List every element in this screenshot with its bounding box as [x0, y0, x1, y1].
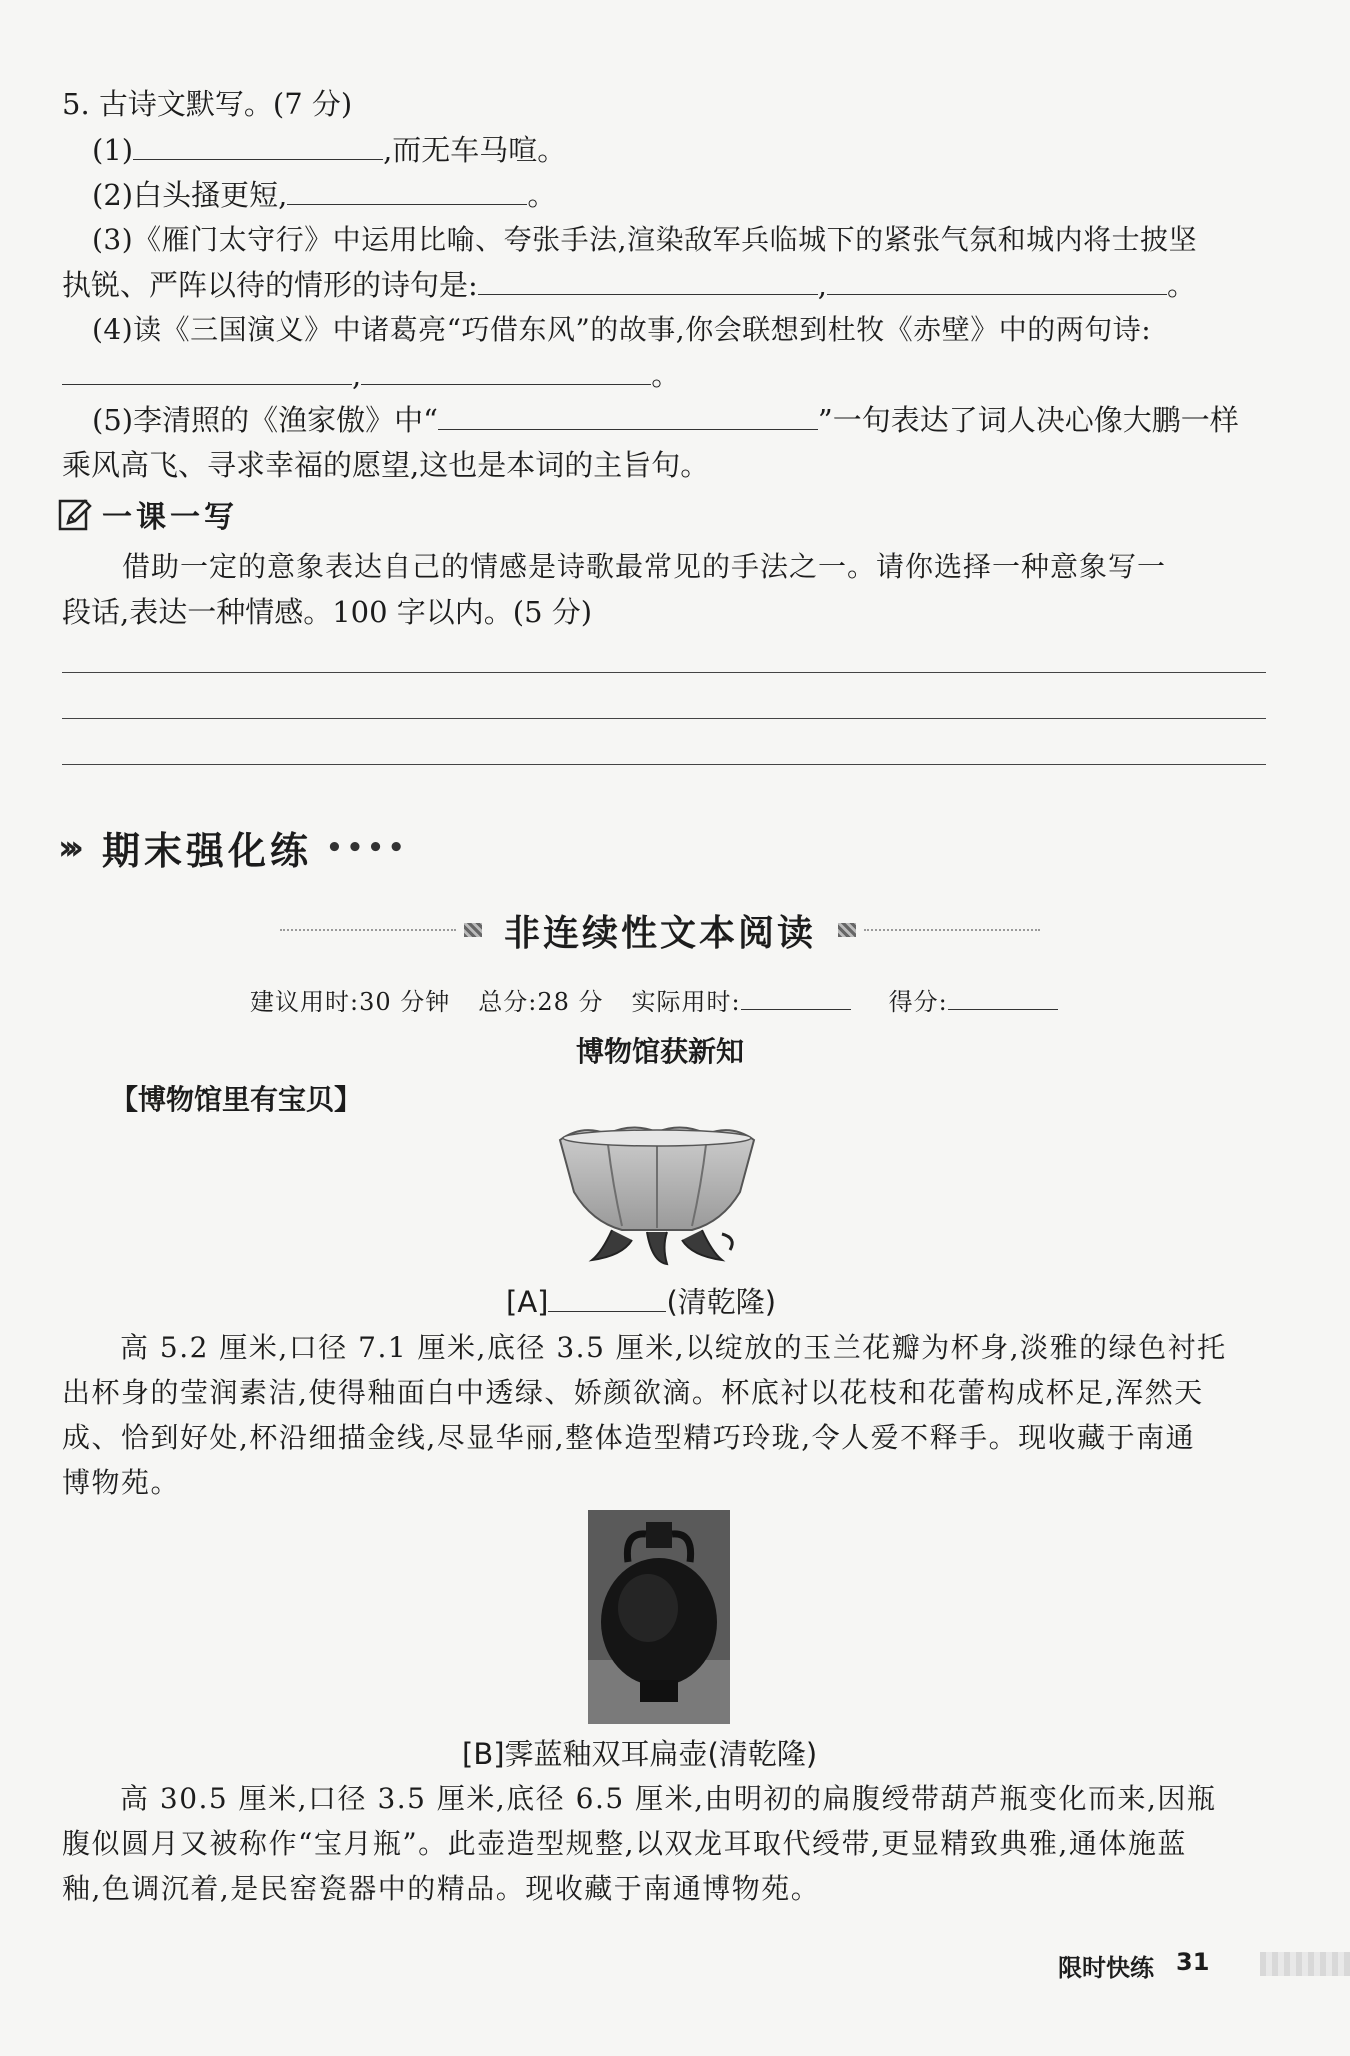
title-rule-right: [864, 929, 1040, 931]
dots-decoration: ••••: [326, 832, 409, 863]
q5-item-4-line2: , 。: [62, 353, 680, 397]
answer-blank[interactable]: [62, 354, 352, 385]
title-ornament-icon: [838, 923, 856, 937]
q5-item-1: (1) ,而无车马喧。: [92, 128, 566, 172]
caption-b: [B]霁蓝釉双耳扁壶(清乾隆): [462, 1737, 818, 1771]
page-footer: 限时快练 31: [1058, 1948, 1210, 1982]
answer-blank[interactable]: [478, 264, 818, 295]
actual-time-blank[interactable]: [741, 985, 851, 1010]
title-rule-left: [280, 929, 456, 931]
q5-heading: 5. 古诗文默写。(7 分): [62, 87, 353, 121]
caption-a-blank[interactable]: [548, 1285, 666, 1312]
reading-title-bar: [280, 900, 1040, 960]
writing-answer-line[interactable]: [62, 672, 1266, 673]
section-banner: ››› 期末强化练 ••••: [58, 827, 409, 873]
museum-section-heading: 【博物馆里有宝贝】: [110, 1083, 363, 1116]
writing-prompt-line2: 段话,表达一种情感。100 字以内。(5 分): [62, 595, 593, 629]
reading-meta: 建议用时:30 分钟 总分:28 分 实际用时: 得分:: [250, 982, 1058, 1017]
reading-subtitle: 博物馆获新知: [575, 1035, 744, 1068]
answer-blank[interactable]: [287, 174, 527, 205]
q5-item-4-line1: (4)读《三国演义》中诸葛亮“巧借东风”的故事,你会联想到杜牧《赤壁》中的两句诗:: [92, 313, 1152, 346]
score-blank[interactable]: [948, 985, 1058, 1010]
writing-section-header: 一课一写: [58, 492, 238, 536]
q5-item-5-line2: 乘风高飞、寻求幸福的愿望,这也是本词的主旨句。: [62, 448, 710, 482]
caption-a: [A] (清乾隆): [506, 1285, 777, 1319]
reading-title: 非连续性文本阅读: [504, 912, 817, 954]
answer-blank[interactable]: [133, 129, 383, 160]
answer-blank[interactable]: [438, 399, 818, 430]
q5-item-2: (2)白头搔更短, 。: [92, 173, 556, 217]
chevron-right-icon: ›››: [58, 827, 77, 868]
q5-item-3-line2: 执锐、严阵以待的情形的诗句是: , 。: [62, 263, 1196, 307]
magnolia-cup-image: [552, 1122, 762, 1272]
writing-answer-line[interactable]: [62, 764, 1266, 765]
page-number: 31: [1176, 1948, 1210, 1976]
moon-flask-image: [588, 1510, 730, 1724]
title-ornament-icon: [464, 923, 482, 937]
writing-prompt-line1: 借助一定的意象表达自己的情感是诗歌最常见的手法之一。请你选择一种意象写一: [122, 550, 1167, 583]
q5-item-3-line1: (3)《雁门太守行》中运用比喻、夸张手法,渲染敌军兵临城下的紧张气氛和城内将士披坚: [92, 223, 1198, 256]
q5-item-5-line1: (5)李清照的《渔家傲》中“ ”一句表达了词人决心像大鹏一样: [92, 398, 1239, 442]
answer-blank[interactable]: [827, 264, 1167, 295]
paragraph-b: 高 30.5 厘米,口径 3.5 厘米,底径 6.5 厘米,由明初的扁腹绶带葫芦瓶变化而来,因瓶 腹似圆月又被称作“宝月瓶”。此壶造型规整,以双龙耳取代绶带,更显精致典雅,通体施蓝 釉,色调沉着,是民窑瓷器中的精品。现收藏于南通博物苑。: [62, 1782, 1217, 1905]
pencil-icon: [58, 497, 92, 531]
paragraph-a: 高 5.2 厘米,口径 7.1 厘米,底径 3.5 厘米,以绽放的玉兰花瓣为杯身,淡雅的绿色衬托 出杯身的莹润素洁,使得釉面白中透绿、娇颜欲滴。杯底衬以花枝和花蕾构成杯足,浑然天 成、恰到好处,杯沿细描金线,尽显华丽,整体造型精巧玲珑,令人爱不释手。现收藏于南通 博物苑。: [62, 1331, 1227, 1499]
answer-blank[interactable]: [361, 354, 651, 385]
writing-answer-line[interactable]: [62, 718, 1266, 719]
footer-decoration: [1260, 1952, 1350, 1976]
